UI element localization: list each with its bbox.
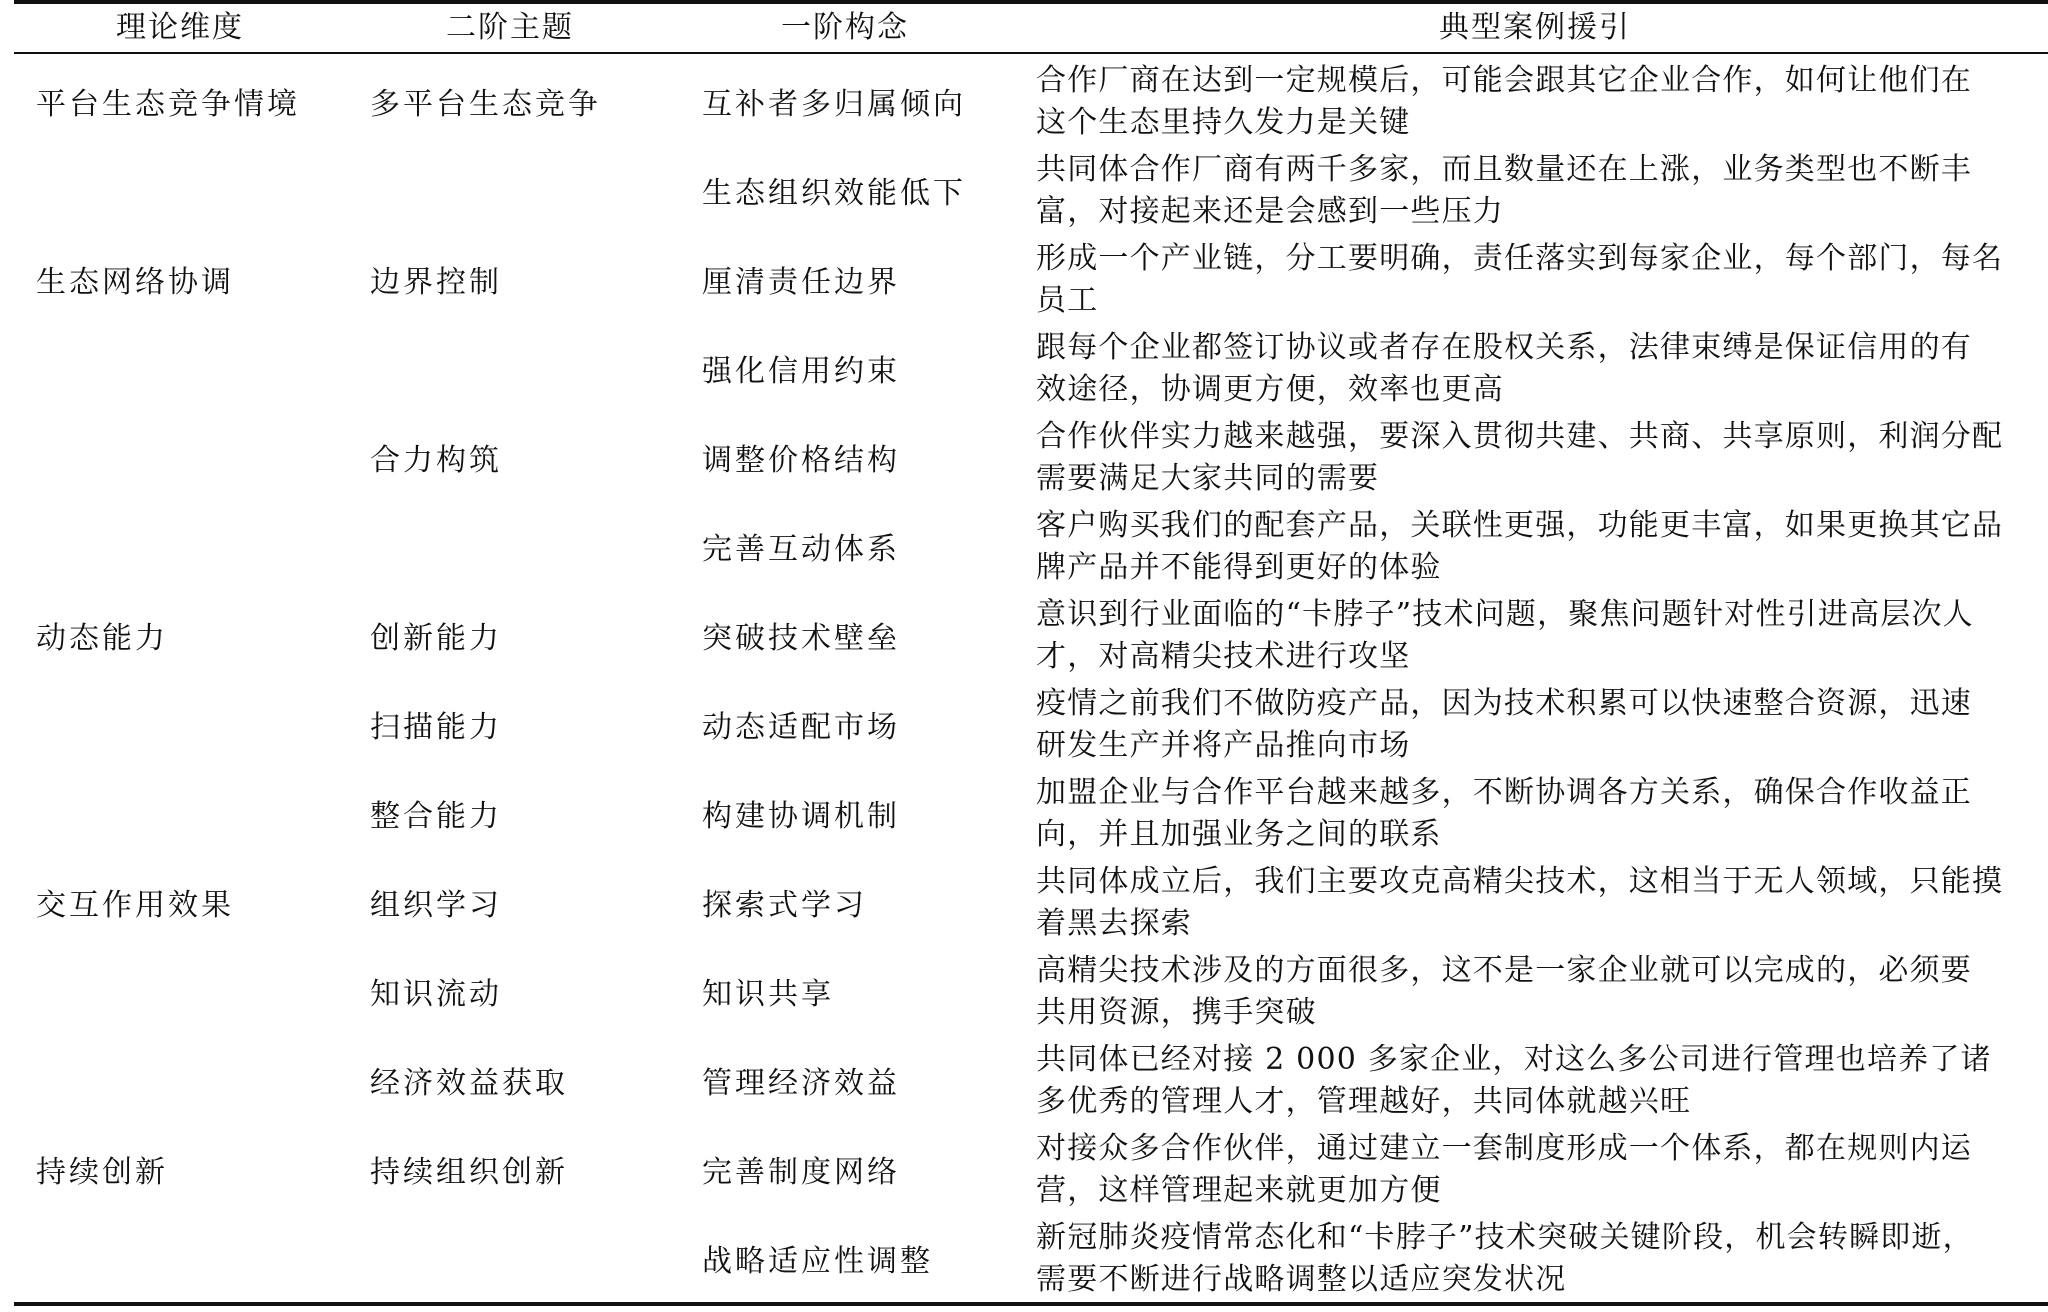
table-row	[0, 323, 2048, 412]
concept-cell: 探索式学习	[702, 887, 867, 923]
case-line: 效途径，协调更方便，效率也更高	[1036, 372, 1504, 407]
case-line: 多优秀的管理人才，管理越好，共同体就越兴旺	[1036, 1084, 1692, 1119]
concept-cell: 战略适应性调整	[702, 1243, 933, 1279]
dimension-cell	[36, 679, 346, 768]
concept-cell: 构建协调机制	[702, 798, 900, 834]
table-row	[0, 1035, 2048, 1124]
case-line: 跟每个企业都签订协议或者存在股权关系，法律束缚是保证信用的有	[1036, 330, 1972, 365]
case-cell	[1036, 590, 2036, 679]
case-line: 着黑去探索	[1036, 906, 1192, 941]
table-row	[0, 1213, 2048, 1302]
theme-cell: 知识流动	[370, 976, 502, 1012]
case-cell	[1036, 1124, 2036, 1213]
concept-cell: 知识共享	[702, 976, 834, 1012]
case-line: 共同体合作厂商有两千多家，而且数量还在上涨，业务类型也不断丰	[1036, 152, 1972, 187]
case-line: 牌产品并不能得到更好的体验	[1036, 550, 1442, 585]
dimension-cell	[36, 1035, 346, 1124]
theme-cell: 扫描能力	[370, 709, 502, 745]
case-cell	[1036, 946, 2036, 1035]
case-line: 共用资源，携手突破	[1036, 995, 1317, 1030]
dimension-cell: 交互作用效果	[36, 887, 234, 923]
concept-cell: 突破技术壁垒	[702, 620, 900, 656]
header-typical-case-citation: 典型案例援引	[1439, 10, 1631, 45]
dimension-cell	[36, 946, 346, 1035]
dimension-cell	[36, 323, 346, 412]
dimension-cell: 动态能力	[36, 620, 168, 656]
table-row	[0, 590, 2048, 679]
table-row	[0, 1124, 2048, 1213]
header-theoretical-dimension: 理论维度	[116, 10, 244, 45]
case-line: 这个生态里持久发力是关键	[1036, 105, 1411, 140]
case-line: 营，这样管理起来就更加方便	[1036, 1173, 1442, 1208]
case-cell	[1036, 56, 2036, 145]
case-line: 合作厂商在达到一定规模后，可能会跟其它企业合作，如何让他们在	[1036, 63, 1972, 98]
theme-cell: 整合能力	[370, 798, 502, 834]
concept-cell: 完善互动体系	[702, 531, 900, 567]
concept-cell: 调整价格结构	[702, 442, 900, 478]
theme-cell: 经济效益获取	[370, 1065, 568, 1101]
table-top-rule	[14, 0, 2048, 4]
case-line: 形成一个产业链，分工要明确，责任落实到每家企业，每个部门，每名	[1036, 241, 2004, 276]
table-row	[0, 56, 2048, 145]
case-line: 新冠肺炎疫情常态化和“卡脖子”技术突破关键阶段，机会转瞬即逝，	[1036, 1220, 1974, 1255]
theme-cell: 多平台生态竞争	[370, 86, 601, 122]
case-line: 对接众多合作伙伴，通过建立一套制度形成一个体系，都在规则内运	[1036, 1131, 1972, 1166]
case-line: 共同体已经对接 2 000 多家企业，对这么多公司进行管理也培养了诸	[1036, 1042, 1992, 1077]
table-row	[0, 768, 2048, 857]
case-line: 共同体成立后，我们主要攻克高精尖技术，这相当于无人领域，只能摸	[1036, 864, 2004, 899]
dimension-cell	[36, 501, 346, 590]
case-line: 加盟企业与合作平台越来越多，不断协调各方关系，确保合作收益正	[1036, 775, 1972, 810]
case-cell	[1036, 323, 2036, 412]
case-line: 高精尖技术涉及的方面很多，这不是一家企业就可以完成的，必须要	[1036, 953, 1972, 988]
theme-cell	[370, 145, 690, 234]
case-line: 富，对接起来还是会感到一些压力	[1036, 194, 1504, 229]
concept-cell: 生态组织效能低下	[702, 175, 966, 211]
table-row	[0, 946, 2048, 1035]
dimension-cell: 生态网络协调	[36, 264, 234, 300]
theme-cell	[370, 1213, 690, 1302]
concept-cell: 厘清责任边界	[702, 264, 900, 300]
theme-cell	[370, 501, 690, 590]
case-line: 意识到行业面临的“卡脖子”技术问题，聚焦问题针对性引进高层次人	[1036, 597, 1974, 632]
case-cell	[1036, 857, 2036, 946]
case-line: 才，对高精尖技术进行攻坚	[1036, 639, 1411, 674]
case-cell	[1036, 412, 2036, 501]
theme-cell: 组织学习	[370, 887, 502, 923]
case-line: 需要不断进行战略调整以适应突发状况	[1036, 1262, 1567, 1297]
theme-cell: 合力构筑	[370, 442, 502, 478]
table-row	[0, 412, 2048, 501]
case-cell	[1036, 1035, 2036, 1124]
case-cell	[1036, 145, 2036, 234]
case-line: 需要满足大家共同的需要	[1036, 461, 1380, 496]
case-cell	[1036, 1213, 2036, 1302]
table-row	[0, 501, 2048, 590]
theme-cell: 创新能力	[370, 620, 502, 656]
table-row	[0, 145, 2048, 234]
table-row	[0, 857, 2048, 946]
case-line: 员工	[1036, 283, 1099, 318]
case-cell	[1036, 679, 2036, 768]
concept-cell: 完善制度网络	[702, 1154, 900, 1190]
dimension-cell	[36, 1213, 346, 1302]
dimension-cell	[36, 412, 346, 501]
concept-cell: 互补者多归属倾向	[702, 86, 966, 122]
case-line: 向，并且加强业务之间的联系	[1036, 817, 1442, 852]
table-row	[0, 234, 2048, 323]
case-line: 客户购买我们的配套产品，关联性更强，功能更丰富，如果更换其它品	[1036, 508, 2004, 543]
case-cell	[1036, 501, 2036, 590]
concept-cell: 强化信用约束	[702, 353, 900, 389]
case-line: 合作伙伴实力越来越强，要深入贯彻共建、共商、共享原则，利润分配	[1036, 419, 2004, 454]
case-line: 疫情之前我们不做防疫产品，因为技术积累可以快速整合资源，迅速	[1036, 686, 1972, 721]
theme-cell: 边界控制	[370, 264, 502, 300]
theme-cell	[370, 323, 690, 412]
concept-cell: 管理经济效益	[702, 1065, 900, 1101]
case-line: 研发生产并将产品推向市场	[1036, 728, 1411, 763]
table-header-rule	[14, 52, 2048, 54]
theme-cell: 持续组织创新	[370, 1154, 568, 1190]
concept-cell: 动态适配市场	[702, 709, 900, 745]
dimension-cell	[36, 768, 346, 857]
case-cell	[1036, 768, 2036, 857]
header-second-order-theme: 二阶主题	[446, 10, 574, 45]
table-bottom-rule	[14, 1302, 2048, 1306]
table-row	[0, 679, 2048, 768]
header-first-order-concept: 一阶构念	[781, 10, 909, 45]
dimension-cell	[36, 145, 346, 234]
dimension-cell: 平台生态竞争情境	[36, 86, 300, 122]
dimension-cell: 持续创新	[36, 1154, 168, 1190]
case-cell	[1036, 234, 2036, 323]
